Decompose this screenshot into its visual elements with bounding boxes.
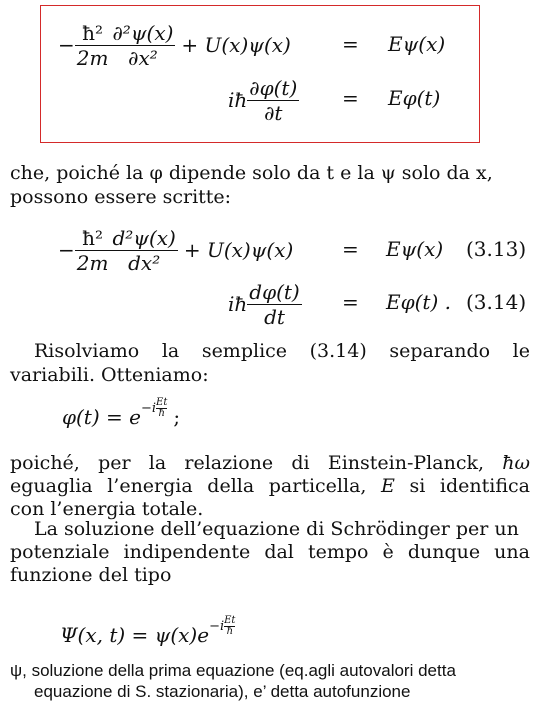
paragraph-line: poiché, per la relazione di Einstein-Planck, ħω bbox=[10, 452, 530, 474]
fraction-second-derivative: $\frac{\text{d²ψ(x)}}{\text{dx²}}$ bbox=[112, 225, 176, 275]
equation-psi-total: Ψ(x, t) = ψ(x)e −i $\frac{Et}{ħ}$ bbox=[60, 614, 236, 647]
box-eq1-rhs: Eψ(x) bbox=[388, 32, 446, 56]
paragraph-line: eguaglia l’energia della particella, E si identifica bbox=[10, 475, 530, 497]
equation-phi-solution: φ(t) = e −i $\frac{Et}{ħ}$ ; bbox=[62, 396, 181, 429]
paragraph-line: La soluzione dell’equazione di Schrödinger per un bbox=[34, 518, 519, 540]
paragraph-line: Risolviamo la semplice (3.14) separando le bbox=[34, 340, 530, 362]
eq314-rhs: Eφ(t) . bbox=[386, 290, 451, 314]
equation-3-14 bbox=[228, 276, 302, 332]
paragraph-line: possono essere scritte: bbox=[10, 186, 232, 208]
equation-number: (3.13) bbox=[466, 237, 527, 261]
box-eq2-rhs: Eφ(t) bbox=[388, 86, 441, 110]
paragraph-line: con l’energia totale. bbox=[10, 498, 204, 520]
equals-sign: = bbox=[342, 32, 359, 56]
equation-3-13 bbox=[58, 222, 293, 278]
paragraph-line: potenziale indipendente dal tempo è dunque una bbox=[10, 541, 530, 563]
paragraph-line: che, poiché la φ dipende solo da t e la ψ solo da x, bbox=[10, 162, 493, 184]
potential-term: + U(x)ψ(x) bbox=[181, 33, 291, 57]
equals-sign: = bbox=[342, 290, 359, 314]
i-hbar: iħ bbox=[228, 292, 248, 316]
fraction-partial-phi: $\frac{\partial\varphi(t)}{\partial t}$ bbox=[249, 75, 298, 125]
paragraph-line: funzione del tipo bbox=[10, 564, 172, 586]
i-hbar: iħ bbox=[228, 88, 248, 112]
caption-line: equazione di S. stazionaria), e’ detta autofunzione bbox=[34, 682, 411, 701]
minus-sign: − bbox=[58, 33, 75, 57]
box-equation-1 bbox=[58, 17, 291, 73]
minus-sign: − bbox=[58, 238, 75, 262]
equals-sign: = bbox=[342, 237, 359, 261]
fraction-second-partial: $\frac{\text{∂²ψ(x)}}{\text{∂x²}}$ bbox=[112, 20, 174, 70]
paragraph-line: variabili. Otteniamo: bbox=[10, 364, 209, 386]
equals-sign: = bbox=[342, 86, 359, 110]
fraction-derivative-phi: $\frac{d\varphi(t)}{dt}$ bbox=[249, 279, 300, 329]
equation-number: (3.14) bbox=[466, 290, 527, 314]
box-equation-2 bbox=[228, 72, 299, 128]
eq313-rhs: Eψ(x) bbox=[386, 237, 444, 261]
potential-term: + U(x)ψ(x) bbox=[183, 238, 294, 262]
caption-line: ψ, soluzione della prima equazione (eq.agli autovalori detta bbox=[10, 661, 456, 680]
fraction-hbar-2m: $\frac{\text{ħ²}}{2m}$ bbox=[76, 20, 109, 70]
fraction-hbar-2m: $\frac{\text{ħ²}}{2m}$ bbox=[76, 225, 109, 275]
